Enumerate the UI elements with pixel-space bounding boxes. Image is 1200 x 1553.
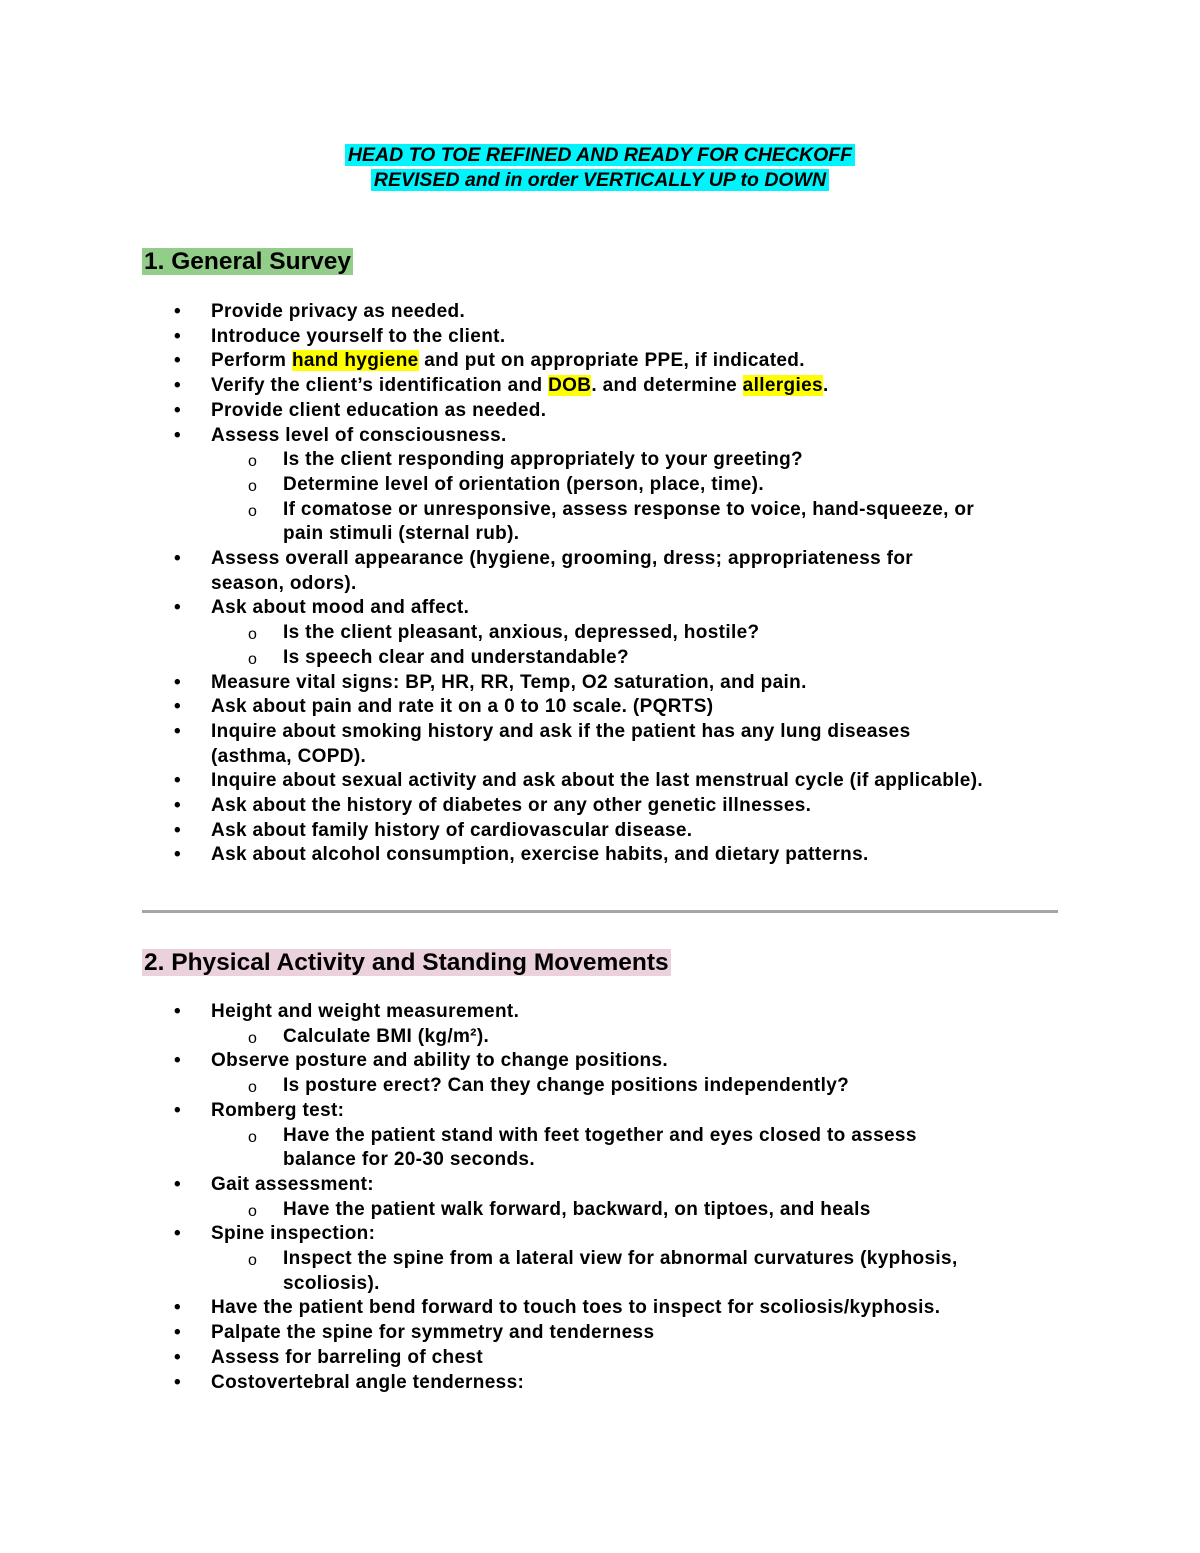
item-text: Ask about the history of diabetes or any other genetic illnesses. bbox=[211, 795, 812, 816]
bullet-marker: • bbox=[174, 1346, 182, 1368]
bullet-marker: • bbox=[174, 597, 182, 619]
sub-bullet-marker: o bbox=[248, 502, 258, 520]
bullet-marker: • bbox=[174, 819, 182, 841]
item-text: If comatose or unresponsive, assess response to voice, hand-squeeze, or bbox=[283, 498, 975, 520]
item-text: Assess for barreling of chest bbox=[211, 1346, 484, 1368]
item-text: Have the patient stand with feet together and eyes closed to assess bbox=[283, 1124, 917, 1146]
highlighted-term: hand hygiene bbox=[291, 350, 419, 372]
item-text: season, odors). bbox=[211, 572, 357, 594]
item-text: Romberg test: bbox=[211, 1099, 345, 1121]
item-text: Measure vital signs: BP, HR, RR, Temp, O2 saturation, and pain. bbox=[211, 671, 807, 693]
section-divider bbox=[142, 910, 1058, 913]
bullet-marker: • bbox=[174, 375, 182, 397]
section-heading-physical-activity: 2. Physical Activity and Standing Movements bbox=[144, 949, 669, 976]
highlighted-term: DOB bbox=[548, 375, 592, 397]
item-text: (asthma, COPD). bbox=[211, 745, 367, 767]
title-line-1: HEAD TO TOE REFINED AND READY FOR CHECKOFF bbox=[345, 144, 855, 166]
item-text: Is speech clear and understandable? bbox=[283, 646, 629, 668]
item-text: Is the client pleasant, anxious, depressed, hostile? bbox=[283, 622, 760, 644]
item-text: Is posture erect? Can they change positions independently? bbox=[283, 1075, 850, 1097]
bullet-marker: • bbox=[174, 696, 182, 718]
sub-bullet-marker: o bbox=[248, 477, 258, 495]
sub-bullet-marker: o bbox=[248, 626, 258, 644]
item-text: pain stimuli (sternal rub). bbox=[283, 523, 520, 545]
bullet-marker: • bbox=[174, 1173, 182, 1195]
item-text: Calculate BMI (kg/m²). bbox=[283, 1025, 490, 1047]
item-text: Palpate the spine for symmetry and tenderness bbox=[211, 1322, 655, 1344]
item-text: Introduce yourself to the client. bbox=[211, 325, 506, 347]
item-text: Inspect the spine from a lateral view for abnormal curvatures (kyphosis, bbox=[283, 1248, 958, 1269]
sub-bullet-marker: o bbox=[248, 1079, 258, 1097]
bullet-marker: • bbox=[174, 795, 182, 816]
item-text: Ask about mood and affect. bbox=[211, 597, 470, 619]
item-text: Have the patient bend forward to touch toes to inspect for scoliosis/kyphosis. bbox=[211, 1297, 941, 1319]
bullet-marker: • bbox=[174, 1050, 182, 1072]
item-text: Inquire about smoking history and ask if the patient has any lung diseases bbox=[211, 720, 911, 742]
sub-bullet-marker: o bbox=[248, 1202, 258, 1220]
bullet-marker: • bbox=[174, 325, 182, 347]
item-text: Is the client responding appropriately to your greeting? bbox=[283, 449, 803, 471]
bullet-marker: • bbox=[174, 770, 182, 792]
section-heading-general-survey: 1. General Survey bbox=[144, 248, 352, 275]
item-text: Spine inspection: bbox=[211, 1223, 376, 1245]
item-text: Observe posture and ability to change positions. bbox=[211, 1050, 669, 1072]
item-text: Assess level of consciousness. bbox=[211, 424, 507, 446]
bullet-marker: • bbox=[174, 844, 182, 866]
bullet-marker: • bbox=[174, 548, 182, 569]
sub-bullet-marker: o bbox=[248, 1029, 258, 1047]
bullet-marker: • bbox=[174, 1322, 182, 1344]
item-text: Verify the client’s identification and DOB. and determine allergies. bbox=[211, 375, 829, 397]
title-line-2: REVISED and in order VERTICALLY UP to DOWN bbox=[371, 169, 829, 191]
sub-bullet-marker: o bbox=[248, 1252, 258, 1269]
bullet-marker: • bbox=[174, 1099, 182, 1121]
bullet-marker: • bbox=[174, 350, 182, 372]
item-text: balance for 20-30 seconds. bbox=[283, 1149, 535, 1171]
item-text: Ask about pain and rate it on a 0 to 10 scale. (PQRTS) bbox=[211, 696, 714, 718]
item-text: Have the patient walk forward, backward, on tiptoes, and heals bbox=[283, 1198, 871, 1220]
sub-bullet-marker: o bbox=[248, 453, 258, 471]
item-text: Ask about family history of cardiovascular disease. bbox=[211, 819, 693, 841]
item-text: Inquire about sexual activity and ask about the last menstrual cycle (if applicable). bbox=[211, 770, 984, 792]
item-text: Determine level of orientation (person, place, time). bbox=[283, 473, 764, 495]
bullet-marker: • bbox=[174, 1001, 182, 1022]
item-text: Costovertebral angle tenderness: bbox=[211, 1371, 525, 1393]
highlighted-term: allergies bbox=[742, 375, 823, 397]
item-text: Gait assessment: bbox=[211, 1173, 374, 1195]
sub-bullet-marker: o bbox=[248, 650, 258, 668]
item-text: Provide client education as needed. bbox=[211, 399, 547, 421]
bullet-marker: • bbox=[174, 301, 182, 322]
bullet-marker: • bbox=[174, 424, 182, 446]
item-text: Perform hand hygiene and put on appropriate PPE, if indicated. bbox=[211, 350, 805, 372]
sub-bullet-marker: o bbox=[248, 1128, 258, 1146]
bullet-marker: • bbox=[174, 399, 182, 421]
bullet-marker: • bbox=[174, 1297, 182, 1319]
bullet-marker: • bbox=[174, 671, 182, 693]
bullet-marker: • bbox=[174, 1371, 182, 1393]
item-text: Provide privacy as needed. bbox=[211, 301, 466, 322]
item-text: Assess overall appearance (hygiene, grooming, dress; appropriateness for bbox=[211, 548, 914, 569]
bullet-marker: • bbox=[174, 1223, 182, 1245]
bullet-marker: • bbox=[174, 720, 182, 742]
item-text: scoliosis). bbox=[283, 1272, 380, 1294]
item-text: Ask about alcohol consumption, exercise habits, and dietary patterns. bbox=[211, 844, 869, 866]
item-text: Height and weight measurement. bbox=[211, 1001, 520, 1022]
